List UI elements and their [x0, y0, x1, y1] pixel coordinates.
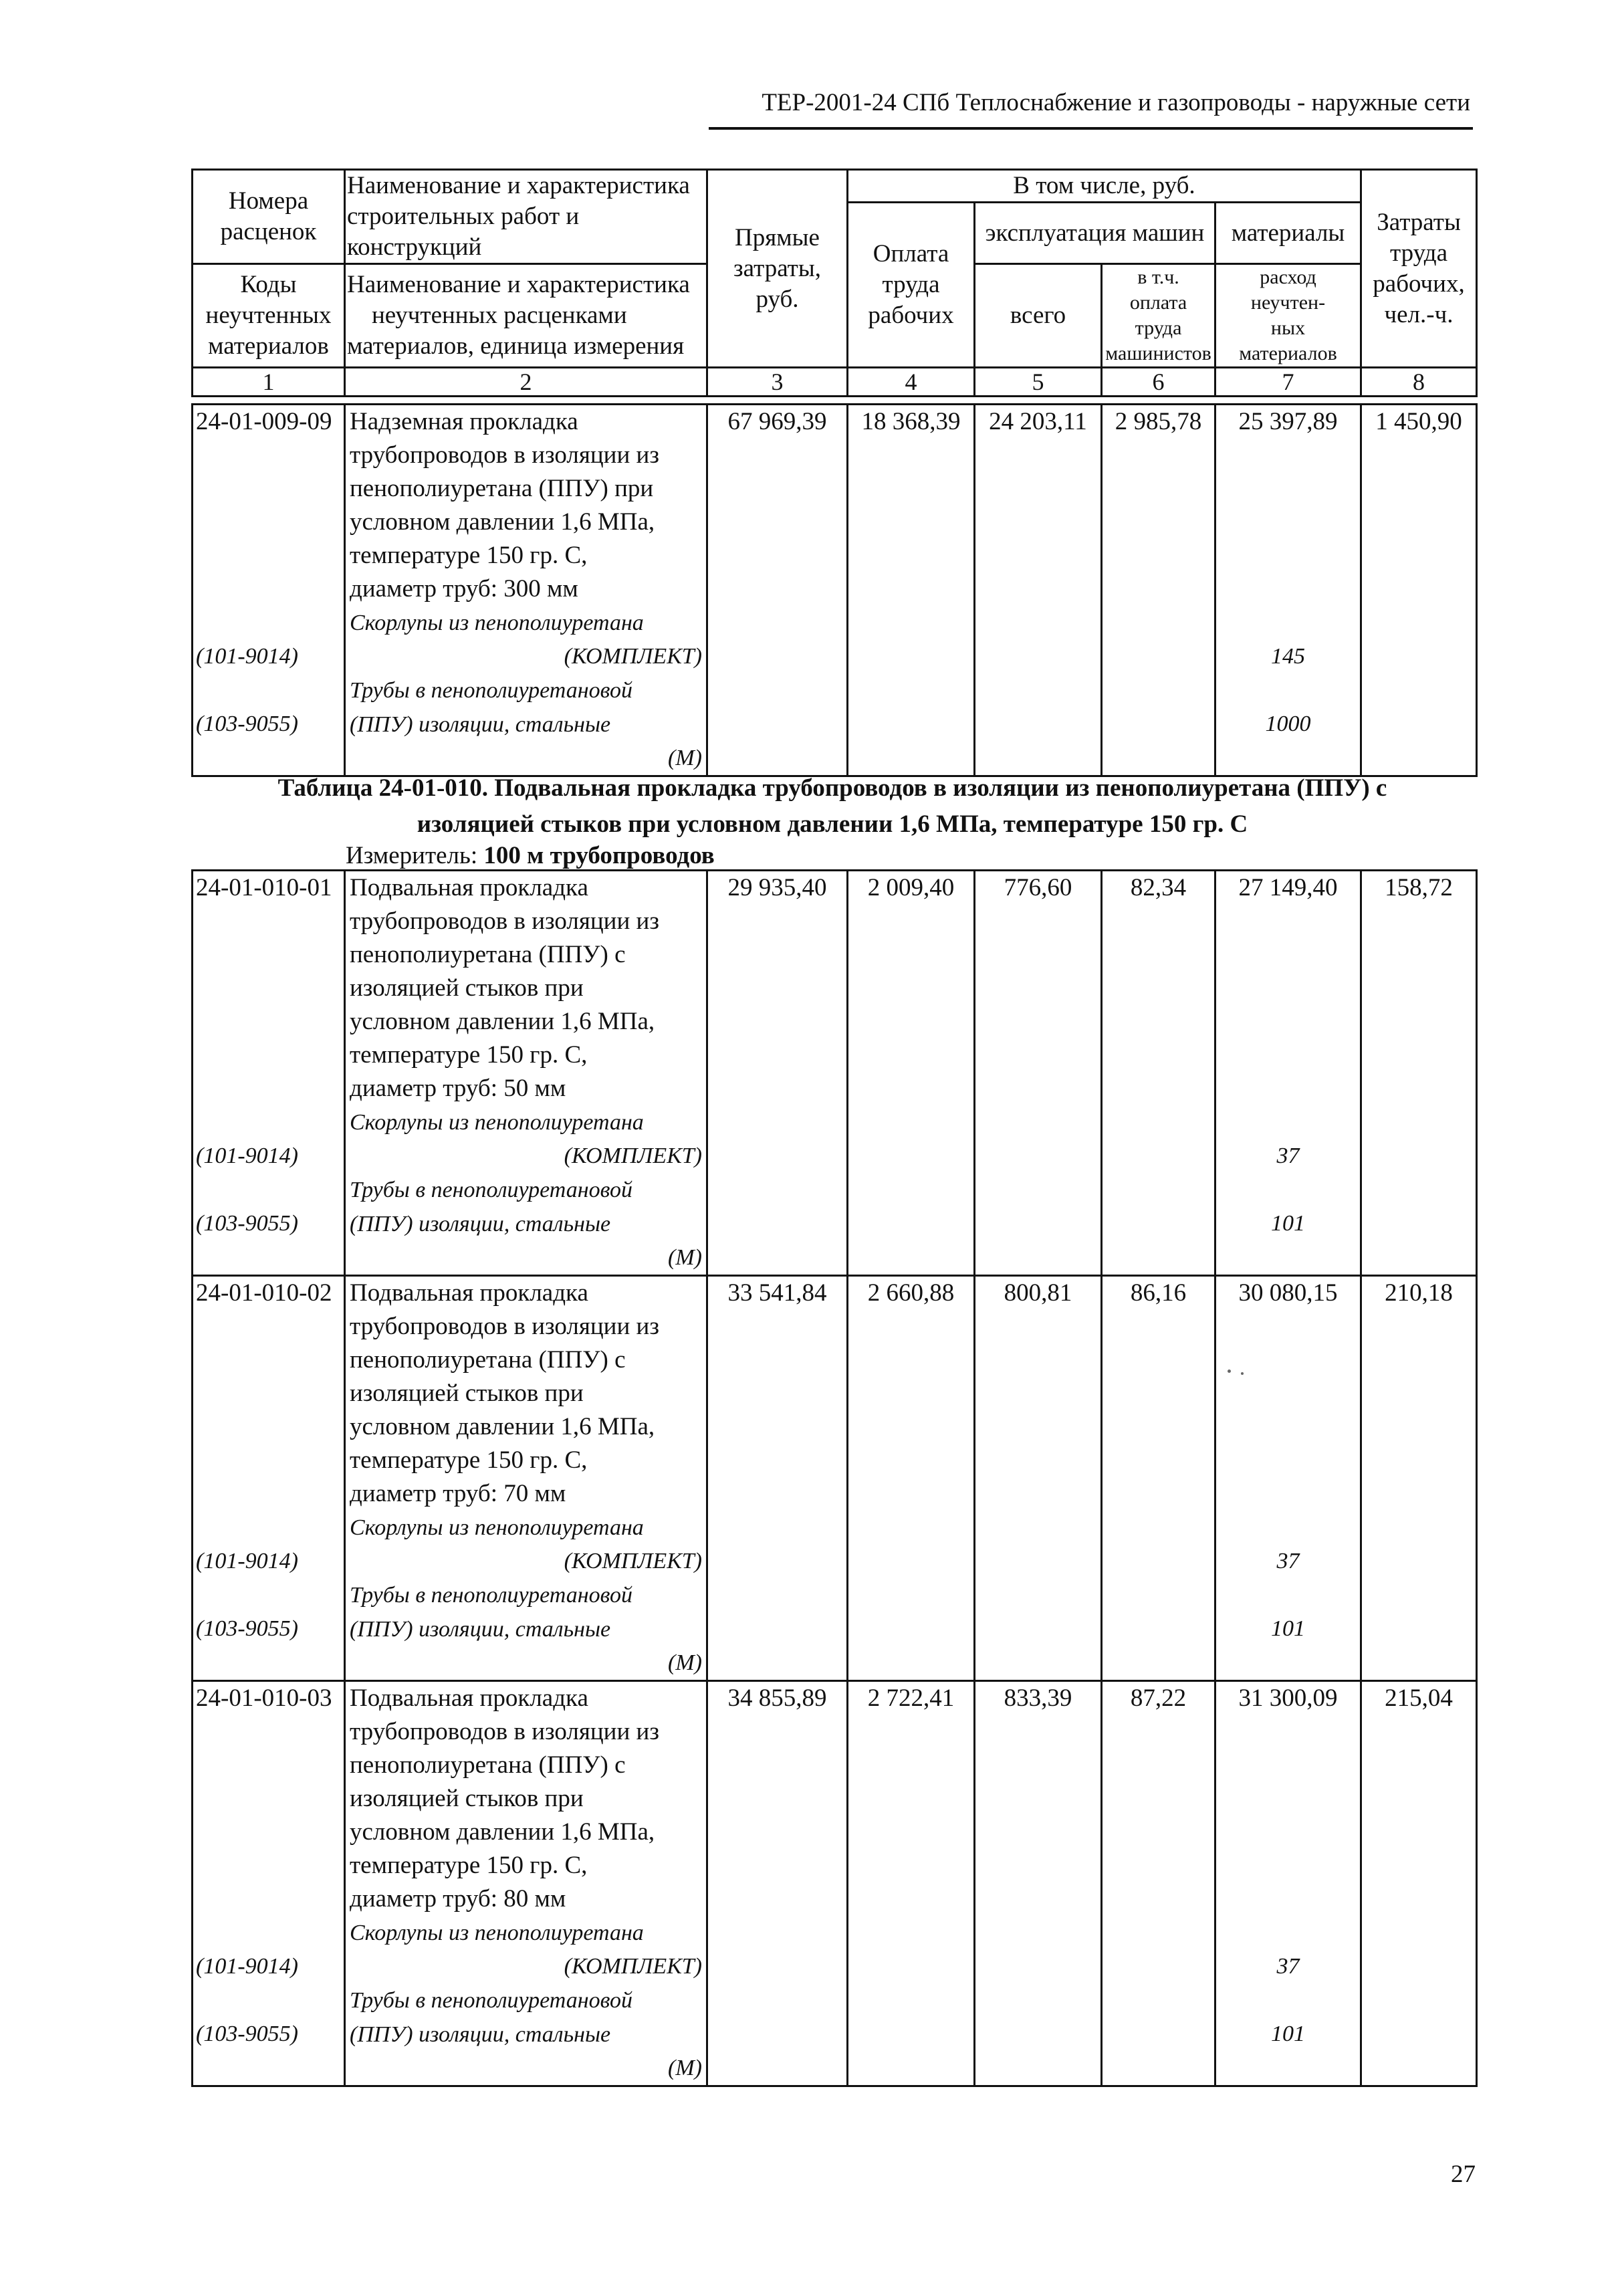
materials-header: материалы — [1215, 203, 1361, 264]
page-number: 27 — [1451, 2161, 1476, 2188]
labor-hours-cell: 210,18 — [1361, 1276, 1477, 1681]
measure-unit: Измеритель: 100 м трубопроводов — [346, 842, 715, 869]
rate-table-009 — [191, 403, 1478, 777]
rate-code-cell: 24-01-010-01 (101-9014) (103-9055) — [193, 871, 345, 1276]
col2-header-bottom: Наименование и характеристика неучтенных расценками материалов, единица измерения — [345, 264, 707, 368]
scan-speck — [1228, 1370, 1231, 1373]
machinist-pay-cell: 87,22 — [1102, 1681, 1215, 2086]
col3-header: Прямые затраты, руб. — [707, 170, 848, 368]
col5-header: всего — [975, 264, 1102, 368]
table-title: Таблица 24-01-010. Подвальная прокладка трубопроводов в изоляции из пенополиуретана (ППУ) с изоляцией стыков при условном давлении 1,6 МПа, температуре 150 гр. С — [277, 774, 1387, 838]
col-number: 7 — [1215, 368, 1361, 397]
col1-header-top: Номера расценок — [193, 170, 345, 264]
column-numbers-row — [193, 368, 1477, 397]
machine-cost-cell: 776,60 — [975, 871, 1102, 1276]
col-number: 2 — [345, 368, 707, 397]
rate-description-cell: Подвальная прокладка трубопроводов в изоляции из пенополиуретана (ППУ) с изоляцией стыков при условном давлении 1,6 МПа, температуре 150 гр. С, диаметр труб: 50 мм Скорлупы из пенополиуретана (КОМПЛЕКТ) Трубы в пенополиуретановой (ППУ) изоляции, стальные (М) — [345, 871, 707, 1276]
labor-cost-cell: 2 660,88 — [848, 1276, 975, 1681]
machine-cost-cell: 833,39 — [975, 1681, 1102, 2086]
table-row — [193, 405, 1477, 776]
scan-speck — [1241, 1372, 1244, 1375]
materials-cost-cell: 25 397,89 145 1000 — [1215, 405, 1361, 776]
materials-cost-cell: 30 080,15 37 101 — [1215, 1276, 1361, 1681]
col-number: 6 — [1102, 368, 1215, 397]
rate-code-cell: 24-01-010-03 (101-9014) (103-9055) — [193, 1681, 345, 2086]
direct-cost-cell: 33 541,84 — [707, 1276, 848, 1681]
col1-header-bottom: Коды неучтенных материалов — [193, 264, 345, 368]
col-number: 3 — [707, 368, 848, 397]
col4-header: Оплата труда рабочих — [848, 203, 975, 368]
rate-description-cell: Надземная прокладка трубопроводов в изоляции из пенополиуретана (ППУ) при условном давлении 1,6 МПа, температуре 150 гр. С, диаметр труб: 300 мм Скорлупы из пенополиуретана (КОМПЛЕКТ) Трубы в пенополиуретановой (ППУ) изоляции, стальные (М) — [345, 405, 707, 776]
direct-cost-cell: 67 969,39 — [707, 405, 848, 776]
labor-cost-cell: 2 722,41 — [848, 1681, 975, 2086]
machinist-pay-cell: 86,16 — [1102, 1276, 1215, 1681]
col8-header: Затраты труда рабочих, чел.-ч. — [1361, 170, 1477, 368]
col-number: 1 — [193, 368, 345, 397]
direct-cost-cell: 34 855,89 — [707, 1681, 848, 2086]
col6-header: в т.ч. оплата труда машинистов — [1102, 264, 1215, 368]
group-header: В том числе, руб. — [848, 170, 1361, 203]
labor-hours-cell: 1 450,90 — [1361, 405, 1477, 776]
machines-header: эксплуатация машин — [975, 203, 1215, 264]
col-number: 4 — [848, 368, 975, 397]
col-number: 8 — [1361, 368, 1477, 397]
machine-cost-cell: 800,81 — [975, 1276, 1102, 1681]
labor-cost-cell: 18 368,39 — [848, 405, 975, 776]
rate-description-cell: Подвальная прокладка трубопроводов в изоляции из пенополиуретана (ППУ) с изоляцией стыков при условном давлении 1,6 МПа, температуре 150 гр. С, диаметр труб: 70 мм Скорлупы из пенополиуретана (КОМПЛЕКТ) Трубы в пенополиуретановой (ППУ) изоляции, стальные (М) — [345, 1276, 707, 1681]
rate-code-cell: 24-01-010-02 (101-9014) (103-9055) — [193, 1276, 345, 1681]
machinist-pay-cell: 2 985,78 — [1102, 405, 1215, 776]
direct-cost-cell: 29 935,40 — [707, 871, 848, 1276]
labor-cost-cell: 2 009,40 — [848, 871, 975, 1276]
machine-cost-cell: 24 203,11 — [975, 405, 1102, 776]
col-number: 5 — [975, 368, 1102, 397]
running-header: ТЕР-2001-24 СПб Теплоснабжение и газопроводы - наружные сети — [762, 89, 1470, 116]
header-rule — [709, 127, 1473, 130]
materials-cost-cell: 27 149,40 37 101 — [1215, 871, 1361, 1276]
rate-table-010 — [191, 869, 1478, 2087]
labor-hours-cell: 215,04 — [1361, 1681, 1477, 2086]
labor-hours-cell: 158,72 — [1361, 871, 1477, 1276]
rate-description-cell: Подвальная прокладка трубопроводов в изоляции из пенополиуретана (ППУ) с изоляцией стыков при условном давлении 1,6 МПа, температуре 150 гр. С, диаметр труб: 80 мм Скорлупы из пенополиуретана (КОМПЛЕКТ) Трубы в пенополиуретановой (ППУ) изоляции, стальные (М) — [345, 1681, 707, 2086]
col2-header-top: Наименование и характеристика строительных работ и конструкций — [345, 170, 707, 264]
table-row — [193, 1276, 1477, 1681]
rate-code-cell: 24-01-009-09 (101-9014) (103-9055) — [193, 405, 345, 776]
materials-cost-cell: 31 300,09 37 101 — [1215, 1681, 1361, 2086]
table-row — [193, 871, 1477, 1276]
col7-header: расход неучтен- ных материалов — [1215, 264, 1361, 368]
column-header-table — [191, 169, 1478, 397]
table-row — [193, 1681, 1477, 2086]
machinist-pay-cell: 82,34 — [1102, 871, 1215, 1276]
